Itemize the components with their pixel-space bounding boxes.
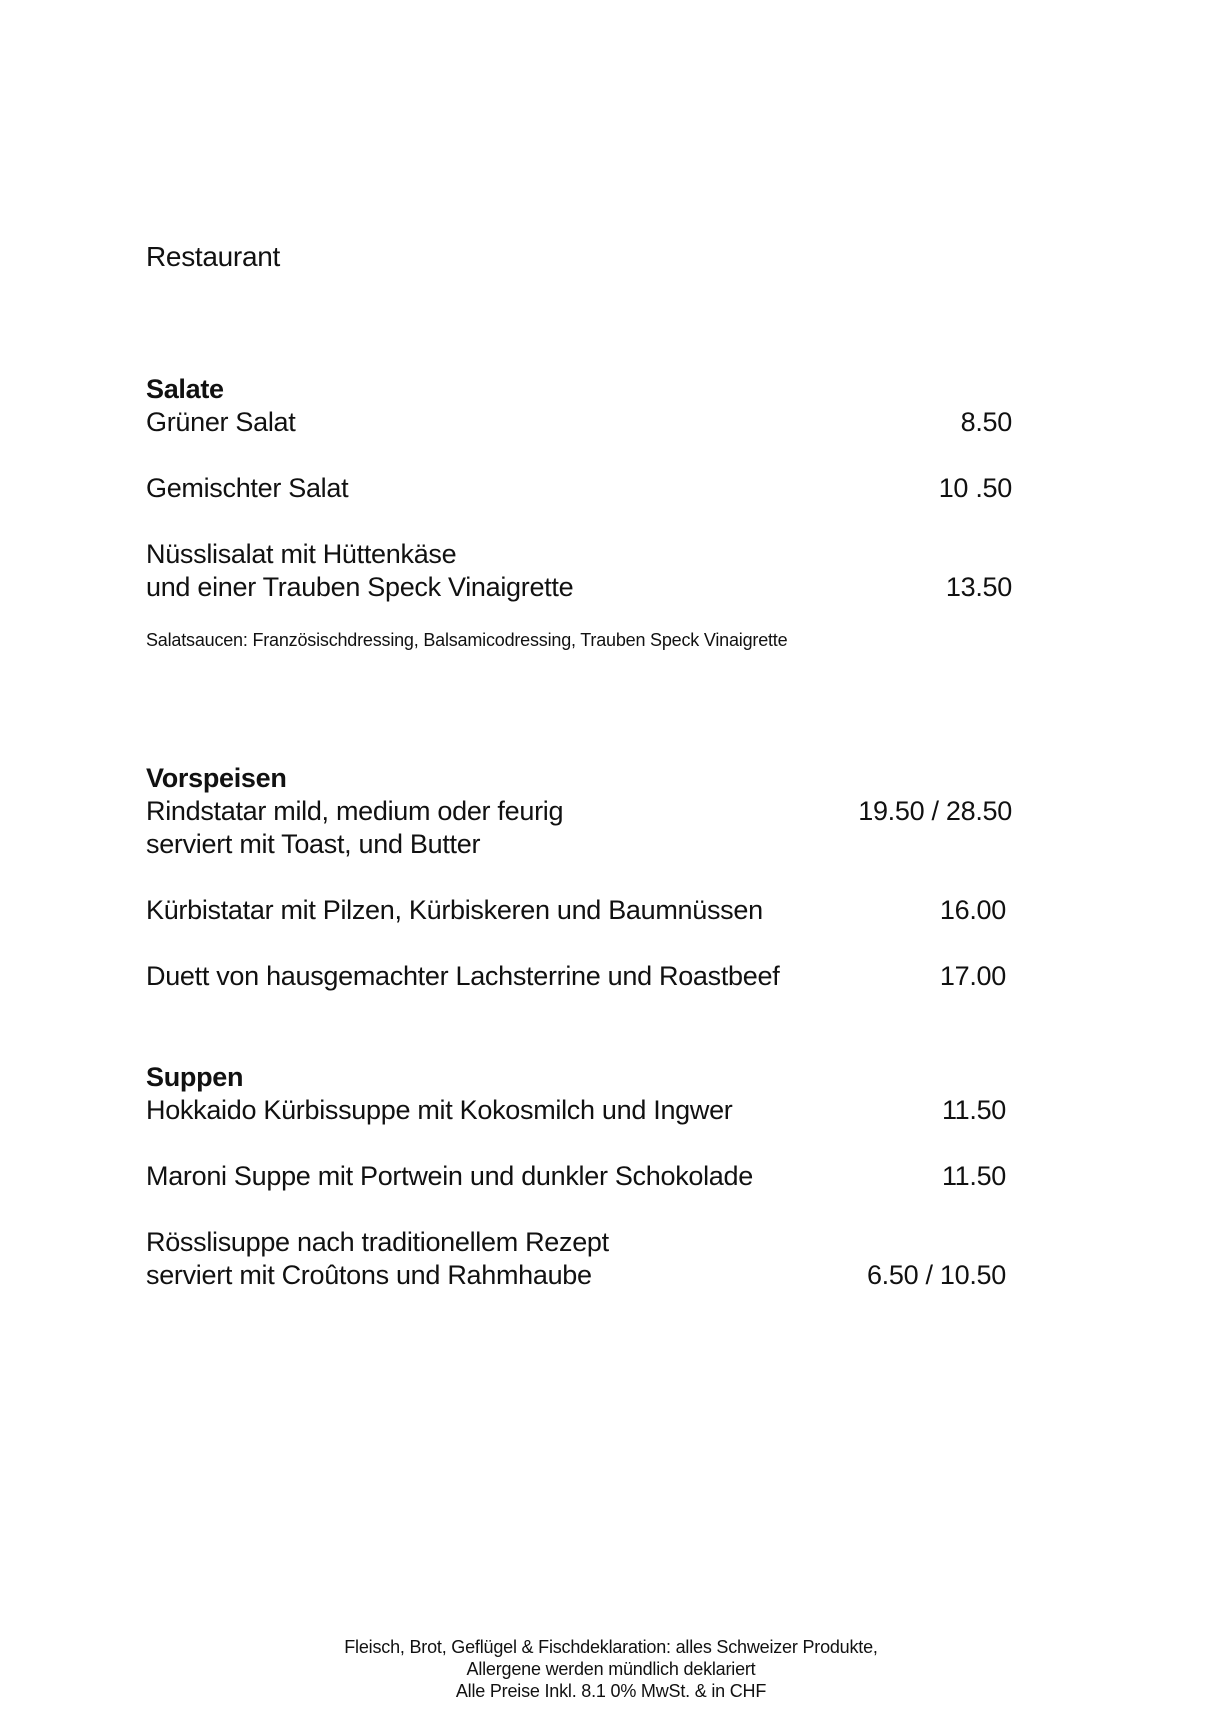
item-description: serviert mit Croûtons und Rahmhaube [146,1260,592,1290]
menu-item [146,1226,1016,1292]
section-heading: Vorspeisen [146,763,287,793]
item-price: 11.50 [941,1095,1006,1125]
footer-line: Allergene werden mündlich deklariert [466,1659,756,1679]
menu-item [146,406,1016,439]
section-suppen [146,1061,1016,1292]
item-description: und einer Trauben Speck Vinaigrette [146,572,574,602]
menu-item [146,538,1016,604]
menu-item [146,1094,1016,1127]
item-name: Kürbistatar mit Pilzen, Kürbiskeren und Baumnüssen [146,895,763,925]
item-name: Rösslisuppe nach traditionellem Rezept [146,1227,609,1257]
footer-line: Fleisch, Brot, Geflügel & Fischdeklaration: alles Schweizer Produkte, [344,1637,878,1657]
item-name: Grüner Salat [146,407,296,437]
item-name: Duett von hausgemachter Lachsterrine und Roastbeef [146,961,780,991]
menu-item [146,472,1016,505]
menu-item [146,960,1016,993]
item-price: 6.50 / 10.50 [866,1260,1006,1290]
section-heading: Salate [146,374,224,404]
item-price: 10 .50 [938,473,1012,503]
item-name: Gemischter Salat [146,473,349,503]
section-salate [146,373,1016,652]
section-heading: Suppen [146,1062,244,1092]
item-price: 17.00 [939,961,1006,991]
section-vorspeisen [146,762,1016,993]
item-price: 8.50 [960,407,1012,437]
footer-line: Alle Preise Inkl. 8.1 0% MwSt. & in CHF [455,1681,767,1701]
footer-declaration [0,1636,1222,1702]
item-name: Rindstatar mild, medium oder feurig [146,796,564,826]
salad-dressing-note: Salatsaucen: Französischdressing, Balsamicodressing, Trauben Speck Vinaigrette [146,630,788,650]
page-title: Restaurant [146,241,280,272]
item-price: 19.50 / 28.50 [858,796,1012,826]
item-name: Nüsslisalat mit Hüttenkäse [146,539,457,569]
menu-item [146,795,1016,861]
item-price: 11.50 [941,1161,1006,1191]
item-name: Hokkaido Kürbissuppe mit Kokosmilch und Ingwer [146,1095,733,1125]
item-description: serviert mit Toast, und Butter [146,829,481,859]
item-price: 13.50 [945,572,1012,602]
menu-item [146,1160,1016,1193]
item-name: Maroni Suppe mit Portwein und dunkler Schokolade [146,1161,753,1191]
item-price: 16.00 [939,895,1006,925]
menu-item [146,894,1016,927]
